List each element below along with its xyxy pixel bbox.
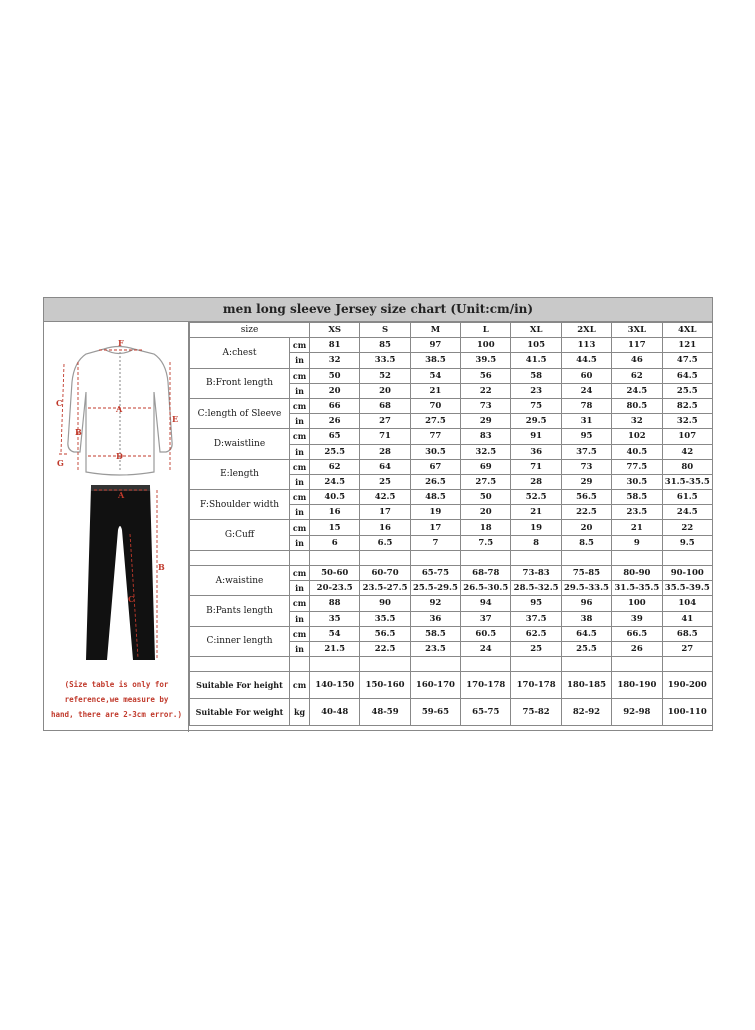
value-cell: 58.5 <box>612 490 662 505</box>
label-pants-b: B <box>158 562 165 572</box>
measure-label: A:chest <box>190 338 290 368</box>
value-cell: 32.5 <box>662 414 712 429</box>
unit-cell: cm <box>290 490 310 505</box>
value-cell: 77.5 <box>612 459 662 474</box>
value-cell: 25.5 <box>662 383 712 398</box>
fit-value-cell: 40-48 <box>310 699 360 726</box>
value-cell: 28 <box>360 444 410 459</box>
unit-cell: cm <box>290 520 310 535</box>
value-cell: 35.5-39.5 <box>662 581 712 596</box>
unit-cell: cm <box>290 368 310 383</box>
empty-cell <box>410 550 460 565</box>
value-cell: 64 <box>360 459 410 474</box>
note-line: (Size table is only for <box>64 680 169 689</box>
fit-value-cell: 170-178 <box>511 672 561 699</box>
unit-cell: in <box>290 505 310 520</box>
value-cell: 62 <box>310 459 360 474</box>
unit-cell: cm <box>290 459 310 474</box>
value-cell: 24.5 <box>612 383 662 398</box>
unit-cell: cm <box>290 672 310 699</box>
unit-cell: in <box>290 611 310 626</box>
garment-illustration <box>44 322 189 672</box>
value-cell: 28.5-32.5 <box>511 581 561 596</box>
value-cell: 37 <box>461 611 511 626</box>
fit-value-cell: 180-185 <box>561 672 611 699</box>
value-cell: 32 <box>612 414 662 429</box>
value-cell: 21 <box>511 505 561 520</box>
size-header-cell: 3XL <box>612 323 662 338</box>
value-cell: 8 <box>511 535 561 550</box>
unit-cell: in <box>290 581 310 596</box>
fit-value-cell: 160-170 <box>410 672 460 699</box>
unit-cell: in <box>290 353 310 368</box>
fit-value-cell: 75-82 <box>511 699 561 726</box>
chart-title: men long sleeve Jersey size chart (Unit:cm/in) <box>44 298 712 322</box>
unit-cell: in <box>290 535 310 550</box>
fit-row <box>190 699 713 726</box>
value-cell: 73-83 <box>511 566 561 581</box>
value-cell: 23.5-27.5 <box>360 581 410 596</box>
unit-cell: cm <box>290 338 310 353</box>
value-cell: 29.5 <box>511 414 561 429</box>
table-row <box>190 429 713 444</box>
value-cell: 96 <box>561 596 611 611</box>
table-row <box>190 338 713 353</box>
measure-label: D:waistline <box>190 429 290 459</box>
value-cell: 27 <box>360 414 410 429</box>
label-b: B <box>75 427 82 437</box>
spacer-row <box>190 550 713 565</box>
value-cell: 91 <box>511 429 561 444</box>
empty-cell <box>561 550 611 565</box>
garment-figure <box>44 322 189 732</box>
measure-label: C:inner length <box>190 626 290 656</box>
empty-cell <box>190 550 290 565</box>
value-cell: 41 <box>662 611 712 626</box>
value-cell: 24.5 <box>310 474 360 489</box>
empty-cell <box>190 657 290 672</box>
empty-cell <box>461 657 511 672</box>
value-cell: 16 <box>310 505 360 520</box>
value-cell: 32.5 <box>461 444 511 459</box>
value-cell: 25.5 <box>310 444 360 459</box>
value-cell: 77 <box>410 429 460 444</box>
unit-cell: cm <box>290 596 310 611</box>
value-cell: 20-23.5 <box>310 581 360 596</box>
value-cell: 61.5 <box>662 490 712 505</box>
note-line: reference,we measure by <box>64 695 169 704</box>
value-cell: 71 <box>511 459 561 474</box>
value-cell: 36 <box>410 611 460 626</box>
value-cell: 32 <box>310 353 360 368</box>
pants-illustration <box>86 485 155 660</box>
measure-label: A:waistine <box>190 566 290 596</box>
value-cell: 90 <box>360 596 410 611</box>
value-cell: 26 <box>310 414 360 429</box>
value-cell: 36 <box>511 444 561 459</box>
fit-value-cell: 65-75 <box>461 699 511 726</box>
value-cell: 46 <box>612 353 662 368</box>
value-cell: 27.5 <box>461 474 511 489</box>
value-cell: 20 <box>561 520 611 535</box>
table-row <box>190 626 713 641</box>
value-cell: 100 <box>461 338 511 353</box>
empty-cell <box>290 657 310 672</box>
value-cell: 54 <box>410 368 460 383</box>
value-cell: 29 <box>561 474 611 489</box>
measure-label: B:Front length <box>190 368 290 398</box>
empty-cell <box>461 550 511 565</box>
unit-cell: in <box>290 414 310 429</box>
value-cell: 17 <box>360 505 410 520</box>
value-cell: 78 <box>561 398 611 413</box>
value-cell: 24.5 <box>662 505 712 520</box>
fit-value-cell: 190-200 <box>662 672 712 699</box>
value-cell: 35 <box>310 611 360 626</box>
fit-value-cell: 170-178 <box>461 672 511 699</box>
value-cell: 62.5 <box>511 626 561 641</box>
fit-value-cell: 48-59 <box>360 699 410 726</box>
value-cell: 23.5 <box>410 641 460 656</box>
value-cell: 113 <box>561 338 611 353</box>
value-cell: 75 <box>511 398 561 413</box>
value-cell: 117 <box>612 338 662 353</box>
size-header-cell: L <box>461 323 511 338</box>
value-cell: 107 <box>662 429 712 444</box>
value-cell: 83 <box>461 429 511 444</box>
value-cell: 25 <box>360 474 410 489</box>
value-cell: 38 <box>561 611 611 626</box>
value-cell: 24 <box>561 383 611 398</box>
unit-cell: in <box>290 444 310 459</box>
measure-label: F:Shoulder width <box>190 490 290 520</box>
fit-value-cell: 180-190 <box>612 672 662 699</box>
label-f: F <box>118 338 124 348</box>
value-cell: 38.5 <box>410 353 460 368</box>
label-c: C <box>56 398 63 408</box>
unit-cell: cm <box>290 429 310 444</box>
label-e: E <box>172 414 179 424</box>
value-cell: 66 <box>310 398 360 413</box>
value-cell: 6 <box>310 535 360 550</box>
unit-cell: cm <box>290 398 310 413</box>
empty-cell <box>662 550 712 565</box>
value-cell: 20 <box>310 383 360 398</box>
value-cell: 47.5 <box>662 353 712 368</box>
table-row <box>190 490 713 505</box>
table-row <box>190 520 713 535</box>
value-cell: 31 <box>561 414 611 429</box>
value-cell: 80.5 <box>612 398 662 413</box>
value-cell: 23.5 <box>612 505 662 520</box>
value-cell: 65 <box>310 429 360 444</box>
unit-cell: cm <box>290 566 310 581</box>
value-cell: 56.5 <box>561 490 611 505</box>
fit-row <box>190 672 713 699</box>
value-cell: 41.5 <box>511 353 561 368</box>
value-cell: 94 <box>461 596 511 611</box>
size-header-cell: XL <box>511 323 561 338</box>
measure-label: G:Cuff <box>190 520 290 550</box>
size-table-body <box>190 323 713 726</box>
value-cell: 92 <box>410 596 460 611</box>
value-cell: 9.5 <box>662 535 712 550</box>
empty-cell <box>612 657 662 672</box>
value-cell: 100 <box>612 596 662 611</box>
fit-value-cell: 100-110 <box>662 699 712 726</box>
value-cell: 26 <box>612 641 662 656</box>
size-header-cell: 2XL <box>561 323 611 338</box>
unit-cell: in <box>290 383 310 398</box>
value-cell: 85 <box>360 338 410 353</box>
value-cell: 24 <box>461 641 511 656</box>
value-cell: 26.5-30.5 <box>461 581 511 596</box>
unit-cell: in <box>290 474 310 489</box>
value-cell: 64.5 <box>662 368 712 383</box>
label-pants-a: A <box>118 490 125 500</box>
value-cell: 30.5 <box>410 444 460 459</box>
value-cell: 20 <box>461 505 511 520</box>
empty-cell <box>310 657 360 672</box>
fit-value-cell: 140-150 <box>310 672 360 699</box>
value-cell: 80-90 <box>612 566 662 581</box>
value-cell: 19 <box>511 520 561 535</box>
measure-label: C:length of Sleeve <box>190 398 290 428</box>
size-header-cell: XS <box>310 323 360 338</box>
value-cell: 60 <box>561 368 611 383</box>
value-cell: 21 <box>410 383 460 398</box>
unit-cell: in <box>290 641 310 656</box>
value-cell: 39.5 <box>461 353 511 368</box>
value-cell: 52.5 <box>511 490 561 505</box>
table-row <box>190 398 713 413</box>
value-cell: 73 <box>461 398 511 413</box>
value-cell: 64.5 <box>561 626 611 641</box>
value-cell: 26.5 <box>410 474 460 489</box>
value-cell: 22 <box>662 520 712 535</box>
value-cell: 62 <box>612 368 662 383</box>
value-cell: 17 <box>410 520 460 535</box>
value-cell: 7.5 <box>461 535 511 550</box>
size-table <box>189 322 713 726</box>
value-cell: 6.5 <box>360 535 410 550</box>
value-cell: 40.5 <box>612 444 662 459</box>
value-cell: 25 <box>511 641 561 656</box>
size-header-cell: 4XL <box>662 323 712 338</box>
table-row <box>190 368 713 383</box>
label-pants-c: C <box>128 594 135 604</box>
value-cell: 25.5-29.5 <box>410 581 460 596</box>
empty-cell <box>511 657 561 672</box>
value-cell: 39 <box>612 611 662 626</box>
size-chart <box>43 297 713 731</box>
note-line: hand, there are 2-3cm error.) <box>51 710 182 719</box>
empty-cell <box>511 550 561 565</box>
value-cell: 105 <box>511 338 561 353</box>
size-header-cell: S <box>360 323 410 338</box>
fit-value-cell: 92-98 <box>612 699 662 726</box>
value-cell: 88 <box>310 596 360 611</box>
value-cell: 121 <box>662 338 712 353</box>
value-cell: 69 <box>461 459 511 474</box>
value-cell: 16 <box>360 520 410 535</box>
empty-cell <box>410 657 460 672</box>
label-d: D <box>116 451 123 461</box>
value-cell: 75-85 <box>561 566 611 581</box>
value-cell: 28 <box>511 474 561 489</box>
value-cell: 35.5 <box>360 611 410 626</box>
value-cell: 22.5 <box>360 641 410 656</box>
value-cell: 7 <box>410 535 460 550</box>
value-cell: 20 <box>360 383 410 398</box>
size-header-cell: M <box>410 323 460 338</box>
value-cell: 60.5 <box>461 626 511 641</box>
empty-cell <box>360 550 410 565</box>
value-cell: 8.5 <box>561 535 611 550</box>
value-cell: 25.5 <box>561 641 611 656</box>
value-cell: 21 <box>612 520 662 535</box>
fit-value-cell: 59-65 <box>410 699 460 726</box>
value-cell: 73 <box>561 459 611 474</box>
value-cell: 42.5 <box>360 490 410 505</box>
measure-label: E:length <box>190 459 290 489</box>
disclaimer-note <box>46 677 187 722</box>
size-header-label: size <box>190 323 310 338</box>
value-cell: 56.5 <box>360 626 410 641</box>
value-cell: 104 <box>662 596 712 611</box>
value-cell: 44.5 <box>561 353 611 368</box>
value-cell: 80 <box>662 459 712 474</box>
measure-label: B:Pants length <box>190 596 290 626</box>
value-cell: 31.5-35.5 <box>612 581 662 596</box>
empty-cell <box>561 657 611 672</box>
value-cell: 37.5 <box>561 444 611 459</box>
value-cell: 68-78 <box>461 566 511 581</box>
value-cell: 90-100 <box>662 566 712 581</box>
unit-cell: cm <box>290 626 310 641</box>
spacer-row <box>190 657 713 672</box>
empty-cell <box>612 550 662 565</box>
fit-label: Suitable For height <box>190 672 290 699</box>
value-cell: 21.5 <box>310 641 360 656</box>
value-cell: 50 <box>461 490 511 505</box>
fit-value-cell: 82-92 <box>561 699 611 726</box>
value-cell: 81 <box>310 338 360 353</box>
value-cell: 102 <box>612 429 662 444</box>
value-cell: 71 <box>360 429 410 444</box>
value-cell: 22 <box>461 383 511 398</box>
unit-cell: kg <box>290 699 310 726</box>
value-cell: 27.5 <box>410 414 460 429</box>
value-cell: 54 <box>310 626 360 641</box>
value-cell: 40.5 <box>310 490 360 505</box>
value-cell: 67 <box>410 459 460 474</box>
value-cell: 48.5 <box>410 490 460 505</box>
fit-label: Suitable For weight <box>190 699 290 726</box>
value-cell: 15 <box>310 520 360 535</box>
value-cell: 68.5 <box>662 626 712 641</box>
value-cell: 52 <box>360 368 410 383</box>
value-cell: 97 <box>410 338 460 353</box>
value-cell: 70 <box>410 398 460 413</box>
value-cell: 58.5 <box>410 626 460 641</box>
value-cell: 50-60 <box>310 566 360 581</box>
value-cell: 68 <box>360 398 410 413</box>
value-cell: 29.5-33.5 <box>561 581 611 596</box>
fit-value-cell: 150-160 <box>360 672 410 699</box>
label-g: G <box>57 458 64 468</box>
value-cell: 33.5 <box>360 353 410 368</box>
value-cell: 18 <box>461 520 511 535</box>
table-row <box>190 596 713 611</box>
value-cell: 60-70 <box>360 566 410 581</box>
value-cell: 82.5 <box>662 398 712 413</box>
value-cell: 30.5 <box>612 474 662 489</box>
label-a: A <box>116 404 123 414</box>
value-cell: 95 <box>511 596 561 611</box>
value-cell: 19 <box>410 505 460 520</box>
value-cell: 65-75 <box>410 566 460 581</box>
empty-cell <box>290 550 310 565</box>
value-cell: 42 <box>662 444 712 459</box>
value-cell: 95 <box>561 429 611 444</box>
value-cell: 9 <box>612 535 662 550</box>
value-cell: 31.5-35.5 <box>662 474 712 489</box>
value-cell: 58 <box>511 368 561 383</box>
value-cell: 66.5 <box>612 626 662 641</box>
header-row <box>190 323 713 338</box>
empty-cell <box>310 550 360 565</box>
value-cell: 22.5 <box>561 505 611 520</box>
value-cell: 56 <box>461 368 511 383</box>
table-row <box>190 566 713 581</box>
empty-cell <box>360 657 410 672</box>
empty-cell <box>662 657 712 672</box>
value-cell: 50 <box>310 368 360 383</box>
value-cell: 27 <box>662 641 712 656</box>
value-cell: 29 <box>461 414 511 429</box>
table-row <box>190 459 713 474</box>
value-cell: 23 <box>511 383 561 398</box>
value-cell: 37.5 <box>511 611 561 626</box>
